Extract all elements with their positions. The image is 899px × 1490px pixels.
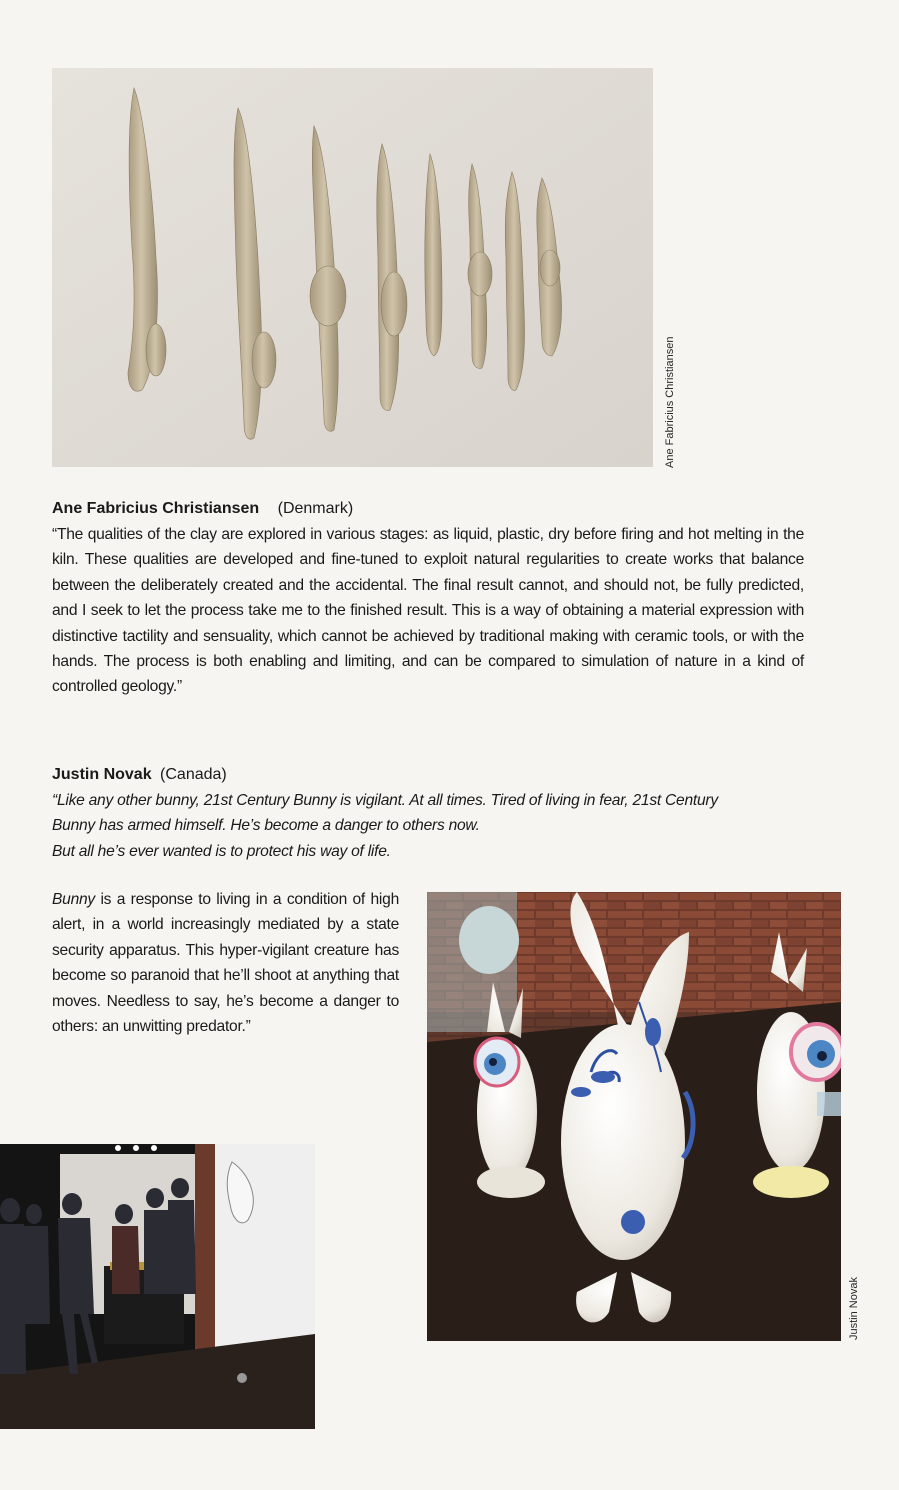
quote-line: But all he’s ever wanted is to protect his way of life. xyxy=(52,842,391,860)
photo-clay-forms xyxy=(52,68,653,467)
artwork-description xyxy=(52,887,399,1039)
artist-country: (Canada) xyxy=(160,766,227,783)
artist-quote xyxy=(52,788,812,864)
artwork-description-text: is a response to living in a condition of high alert, in a world increasingly mediated by a state security apparatus. This hyper-vigilant creature has become so paranoid that he’ll shoot at anything that moves. Needless to say, he’s become a danger to others: an unwitting predator.” xyxy=(52,891,399,1036)
photo-gallery-visitors xyxy=(0,1144,315,1429)
artist-heading xyxy=(52,498,812,520)
quote-line: “Like any other bunny, 21st Century Bunny is vigilant. At all times. Tired of living in fear, 21st Century xyxy=(52,792,718,809)
artist-name: Justin Novak xyxy=(52,766,152,783)
photo-bunny-figures xyxy=(427,892,841,1341)
photo-credit-christiansen: Ane Fabricius Christiansen xyxy=(664,336,676,468)
artist-country: (Denmark) xyxy=(277,500,354,517)
artist-name: Ane Fabricius Christiansen xyxy=(52,500,260,517)
artist-heading xyxy=(52,764,812,786)
artist-statement: “The qualities of the clay are explored in various stages: as liquid, plastic, dry before firing and hot melting in the kiln. These qualities are developed and fine-tuned to exploit natural regularities to create works that balance between the deliberately created and the accidental. The final result cannot, and should not, be fully predicted, and I seek to let the process take me to the finished result. This is a way of obtaining a material expression with distinctive tactility and sensuality, which cannot be achieved by traditional making with ceramic tools, or with the hands. The process is both enabling and limiting, and can be compared to simulation of nature in a kind of controlled geology.” xyxy=(52,526,804,696)
artwork-title: Bunny xyxy=(52,891,95,908)
photo-credit-novak: Justin Novak xyxy=(848,1277,860,1340)
quote-line: Bunny has armed himself. He’s become a danger to others now. xyxy=(52,817,480,835)
